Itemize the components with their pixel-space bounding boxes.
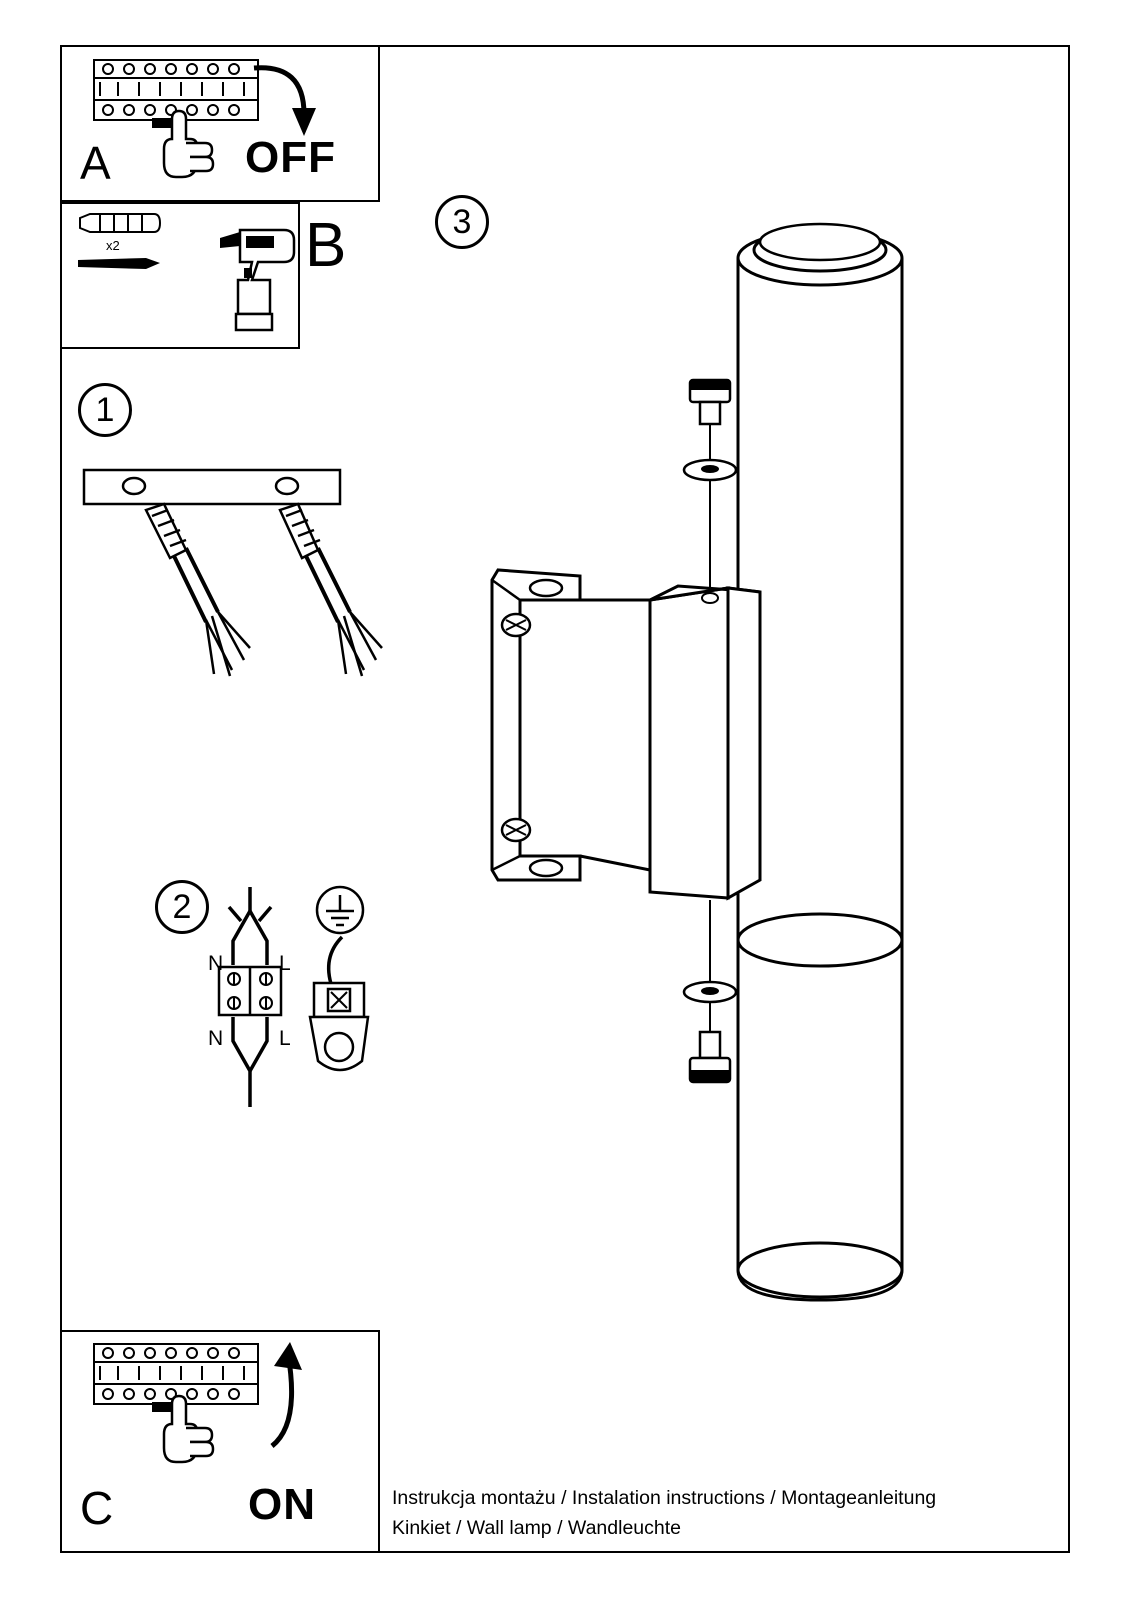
terminal-label-l-bottom: L	[279, 1027, 291, 1050]
mounting-bracket-with-anchors-icon	[82, 462, 402, 692]
step-1-number: 1	[78, 383, 132, 437]
ground-terminal-icon	[300, 935, 380, 1080]
cylindrical-wall-lamp-assembly-icon	[470, 180, 1010, 1320]
step-b-letter: B	[305, 211, 347, 280]
terminal-label-n-top: N	[208, 952, 224, 975]
power-drill-icon	[218, 222, 306, 332]
step-3-number: 3	[435, 195, 489, 249]
footer-instruction-title: Instrukcja montażu / Instalation instructions / Montageanleitung	[392, 1487, 937, 1509]
hand-pointing-icon-on	[160, 1390, 230, 1470]
hand-pointing-icon	[160, 105, 230, 185]
terminal-label-l-top: L	[279, 952, 291, 975]
step-2-number: 2	[155, 880, 209, 934]
wall-plug-icon	[76, 210, 162, 236]
arrow-curved-up-icon	[248, 1340, 320, 1452]
terminal-block-icon	[205, 885, 295, 1110]
dowel-count-label: x2	[106, 238, 120, 253]
earth-ground-icon	[310, 885, 370, 941]
screw-icon	[76, 256, 162, 272]
footer-product-name: Kinkiet / Wall lamp / Wandleuchte	[392, 1517, 682, 1539]
step-c-action-label: ON	[248, 1480, 316, 1529]
step-a-action-label: OFF	[245, 133, 336, 182]
arrow-curved-down-icon	[248, 58, 320, 144]
step-a-letter: A	[80, 137, 111, 189]
step-c-letter: C	[80, 1482, 114, 1534]
terminal-label-n-bottom: N	[208, 1027, 224, 1050]
